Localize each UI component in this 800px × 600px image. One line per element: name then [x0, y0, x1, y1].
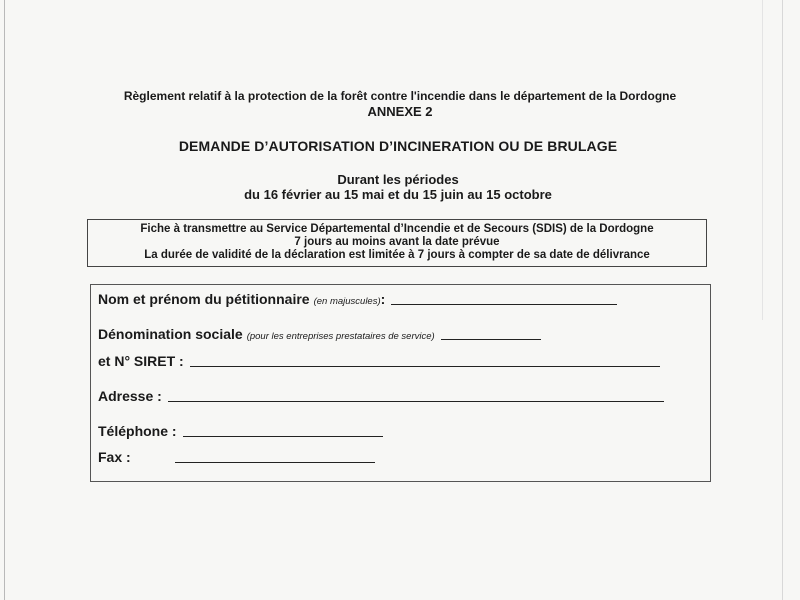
- company-hint: (pour les entreprises prestataires de service): [246, 331, 435, 342]
- address-label: Adresse :: [98, 388, 162, 404]
- name-label: Nom et prénom du pétitionnaire: [98, 291, 310, 307]
- phone-label: Téléphone :: [98, 423, 177, 439]
- name-input-line[interactable]: [391, 304, 617, 305]
- notice-box: [87, 219, 707, 267]
- regulation-title: Règlement relatif à la protection de la forêt contre l'incendie dans le département de la Dordogne: [123, 89, 677, 103]
- scan-edge-right-inner: [762, 0, 763, 320]
- siret-input-line[interactable]: [190, 366, 660, 367]
- company-input-line[interactable]: [441, 339, 541, 340]
- name-row: [98, 291, 617, 307]
- annex-label: ANNEXE 2: [367, 104, 433, 119]
- form-main-title: DEMANDE D’AUTORISATION D’INCINERATION OU DE BRULAGE: [178, 138, 618, 154]
- period-label: Durant les périodes: [337, 172, 459, 187]
- fax-row: [98, 449, 375, 465]
- name-hint: (en majuscules): [313, 296, 381, 307]
- phone-row: [98, 423, 383, 439]
- notice-line-2: 7 jours au moins avant la date prévue: [294, 236, 500, 248]
- fax-input-line[interactable]: [175, 462, 375, 463]
- name-colon: :: [380, 291, 386, 307]
- address-input-line[interactable]: [168, 401, 664, 402]
- notice-line-1: Fiche à transmettre au Service Départemental d’Incendie et de Secours (SDIS) de la Dordogne: [140, 223, 654, 235]
- siret-label: et N° SIRET :: [98, 353, 184, 369]
- company-label: Dénomination sociale: [98, 326, 243, 342]
- notice-line-3: La durée de validité de la déclaration est limitée à 7 jours à compter de sa date de délivrance: [144, 249, 650, 261]
- fax-label: Fax :: [98, 449, 131, 465]
- siret-row: [98, 353, 660, 369]
- phone-input-line[interactable]: [183, 436, 383, 437]
- applicant-form: [90, 284, 711, 482]
- company-row: [98, 326, 541, 342]
- period-dates: du 16 février au 15 mai et du 15 juin au 15 octobre: [244, 187, 552, 202]
- address-row: [98, 388, 664, 404]
